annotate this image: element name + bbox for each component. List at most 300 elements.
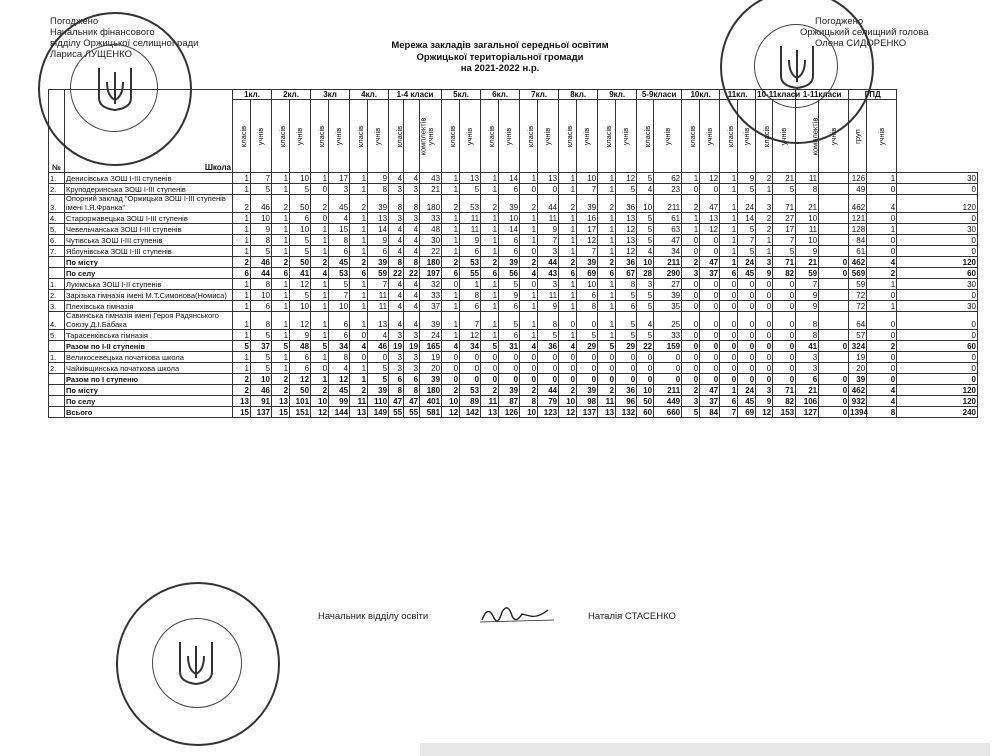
- table-cell: 1394: [850, 408, 868, 417]
- table-cell: 0: [682, 235, 700, 246]
- table-cell: 3: [404, 184, 420, 195]
- table-cell: 71: [773, 195, 796, 213]
- table-cell: 59: [849, 279, 867, 290]
- table-cell: 123: [538, 407, 559, 418]
- table-cell: 11: [368, 290, 389, 301]
- table-cell: 1: [559, 330, 577, 341]
- table-cell: 159: [654, 341, 682, 352]
- table-cell: 21: [796, 257, 819, 268]
- table-cell: 1: [598, 173, 616, 184]
- table-cell: 2: [598, 195, 616, 213]
- table-cell: 79: [538, 396, 559, 407]
- col-sub-header: [773, 100, 796, 173]
- table-cell: 2: [272, 374, 290, 385]
- table-cell: 1: [311, 352, 329, 363]
- col-sub-header: [389, 100, 404, 173]
- col-sub-header-label: учнів: [373, 127, 383, 145]
- table-cell: 0: [738, 363, 756, 374]
- table-cell: 1: [350, 246, 368, 257]
- table-cell: 0: [738, 341, 756, 352]
- table-cell: 10: [796, 235, 819, 246]
- table-cell: 1: [720, 224, 738, 235]
- table-cell: 8: [796, 184, 819, 195]
- table-cell: 1: [311, 279, 329, 290]
- trident-emblem-icon: [777, 42, 817, 92]
- table-cell: 1: [311, 224, 329, 235]
- table-cell: 0: [616, 374, 637, 385]
- col-group-header: 3кл: [311, 90, 350, 100]
- school-row: [49, 312, 978, 330]
- table-cell: 0: [616, 352, 637, 363]
- school-name: Великосевецька початкова школа: [65, 352, 233, 363]
- table-cell: 8: [368, 184, 389, 195]
- table-cell: 144: [329, 407, 350, 418]
- col-sub-header-label: учнів: [877, 127, 887, 145]
- table-cell: 12: [616, 173, 637, 184]
- table-cell: 1: [311, 173, 329, 184]
- table-cell: 7: [460, 312, 481, 330]
- table-cell: 1: [481, 213, 499, 224]
- table-cell: 1: [481, 235, 499, 246]
- table-cell: 20: [420, 363, 442, 374]
- total-row: [49, 407, 978, 418]
- table-cell: 22: [389, 268, 404, 279]
- signatory-name: Наталія СТАСЕНКО: [588, 611, 676, 622]
- table-cell: 4: [329, 213, 350, 224]
- table-cell: 0: [773, 363, 796, 374]
- table-cell: 0: [520, 363, 538, 374]
- table-cell: 11: [796, 224, 819, 235]
- table-cell: 0: [682, 341, 700, 352]
- col-group-header: 9кл.: [598, 90, 637, 100]
- col-sub-header-label: учнів: [829, 127, 839, 145]
- row-number: 1.: [49, 352, 65, 363]
- table-cell: 1: [311, 312, 329, 330]
- table-cell: 180: [420, 195, 442, 213]
- approval-line: Погоджено: [50, 16, 99, 27]
- table-cell: 5: [499, 279, 520, 290]
- table-cell: 61: [654, 213, 682, 224]
- table-cell: 5: [538, 330, 559, 341]
- school-name: По селу: [65, 396, 233, 407]
- table-cell: 17: [577, 224, 598, 235]
- table-cell: 47: [654, 235, 682, 246]
- table-cell: 60: [637, 407, 654, 418]
- title-line: Оржицької територіальної громади: [416, 51, 584, 63]
- table-cell: 61: [849, 246, 867, 257]
- table-cell: 1: [350, 184, 368, 195]
- table-cell: 120: [897, 385, 978, 396]
- table-cell: 1: [682, 224, 700, 235]
- table-cell: 1: [598, 184, 616, 195]
- table-cell: 137: [577, 407, 598, 418]
- table-cell: 46: [251, 195, 272, 213]
- table-cell: 1: [460, 279, 481, 290]
- table-cell: 36: [616, 385, 637, 396]
- table-cell: 5: [290, 290, 311, 301]
- row-number: [49, 385, 65, 396]
- table-cell: 1: [350, 213, 368, 224]
- table-cell: 39: [499, 385, 520, 396]
- col-sub-header-label: класів: [487, 125, 497, 147]
- table-cell: 0: [867, 290, 897, 301]
- row-number: 2.: [49, 363, 65, 374]
- table-cell: 43: [420, 173, 442, 184]
- table-cell: 24: [738, 385, 756, 396]
- col-group-header: 11кл.: [720, 90, 756, 100]
- table-cell: 6: [329, 312, 350, 330]
- table-cell: 53: [460, 257, 481, 268]
- table-cell: 13: [616, 235, 637, 246]
- table-cell: 48: [420, 224, 442, 235]
- table-cell: 149: [368, 407, 389, 418]
- col-sub-header-label: класів: [395, 125, 405, 147]
- table-cell: 13: [481, 407, 499, 418]
- col-sub-header: [577, 100, 598, 173]
- table-cell: 0: [700, 246, 720, 257]
- table-cell: [819, 213, 849, 224]
- table-cell: 0: [654, 363, 682, 374]
- table-cell: 1: [233, 330, 251, 341]
- table-cell: 1: [272, 235, 290, 246]
- table-cell: 4: [404, 312, 420, 330]
- table-cell: 41: [796, 341, 819, 352]
- table-cell: 9: [368, 173, 389, 184]
- table-cell: 10: [251, 374, 272, 385]
- table-cell: 10: [637, 195, 654, 213]
- table-cell: 5: [233, 341, 251, 352]
- table-cell: 0: [559, 363, 577, 374]
- table-cell: 63: [654, 224, 682, 235]
- col-sub-header: [481, 100, 499, 173]
- table-cell: 8: [404, 195, 420, 213]
- table-cell: 8: [577, 301, 598, 312]
- table-cell: 0: [700, 301, 720, 312]
- table-cell: 0: [520, 279, 538, 290]
- table-cell: 0: [682, 352, 700, 363]
- table-cell: 67: [616, 268, 637, 279]
- table-cell: 5: [738, 246, 756, 257]
- table-cell: 660: [654, 407, 682, 418]
- table-cell: 5: [637, 173, 654, 184]
- table-cell: 0: [598, 374, 616, 385]
- col-sub-header: [520, 100, 538, 173]
- table-cell: 1: [481, 312, 499, 330]
- table-cell: 37: [700, 396, 720, 407]
- table-cell: 15: [272, 407, 290, 418]
- table-cell: 2: [756, 213, 773, 224]
- table-cell: 6: [290, 363, 311, 374]
- col-group-header: 10-11класи: [757, 90, 801, 99]
- table-cell: 6: [329, 330, 350, 341]
- table-cell: 1: [442, 213, 460, 224]
- col-sub-header: [251, 100, 272, 173]
- row-number: 2.: [49, 184, 65, 195]
- table-cell: 10: [796, 213, 819, 224]
- table-cell: 2: [481, 257, 499, 268]
- table-cell: 1: [233, 235, 251, 246]
- table-cell: 0: [867, 246, 897, 257]
- table-cell: 10: [442, 396, 460, 407]
- table-cell: 6: [499, 184, 520, 195]
- table-cell: 4: [389, 235, 404, 246]
- table-cell: 2: [481, 195, 499, 213]
- table-cell: 39: [368, 385, 389, 396]
- col-sub-header: [538, 100, 559, 173]
- col-sub-header-label: учнів: [582, 127, 592, 145]
- table-cell: 5: [329, 279, 350, 290]
- table-cell: 1: [272, 184, 290, 195]
- table-cell: 9: [796, 290, 819, 301]
- table-cell: 932: [849, 396, 867, 407]
- table-cell: 0: [819, 374, 849, 385]
- table-cell: 0: [700, 312, 720, 330]
- table-cell: 8: [389, 385, 404, 396]
- table-cell: 5: [368, 363, 389, 374]
- table-cell: 1: [559, 301, 577, 312]
- table-cell: [819, 363, 849, 374]
- table-cell: 2: [756, 224, 773, 235]
- table-cell: 1: [233, 246, 251, 257]
- table-cell: 13: [233, 396, 251, 407]
- table-cell: 0: [598, 352, 616, 363]
- row-number: [49, 268, 65, 279]
- table-cell: 11: [538, 213, 559, 224]
- table-cell: 0: [682, 363, 700, 374]
- table-cell: 4: [350, 341, 368, 352]
- table-cell: 0: [720, 290, 738, 301]
- table-cell: 6: [481, 268, 499, 279]
- table-cell: 0: [700, 363, 720, 374]
- table-cell: 1: [272, 290, 290, 301]
- table-cell: 6: [616, 301, 637, 312]
- table-cell: 50: [637, 396, 654, 407]
- table-cell: 14: [499, 173, 520, 184]
- table-cell: 1: [598, 213, 616, 224]
- col-sub-header-label: класів: [726, 125, 736, 147]
- table-cell: 0: [738, 290, 756, 301]
- table-cell: 0: [756, 363, 773, 374]
- table-cell: 8: [389, 195, 404, 213]
- table-cell: 9: [538, 224, 559, 235]
- table-cell: 17: [329, 173, 350, 184]
- table-cell: 1: [559, 224, 577, 235]
- table-cell: 46: [251, 385, 272, 396]
- table-cell: 12: [700, 173, 720, 184]
- table-cell: 1: [272, 246, 290, 257]
- row-number: 3.: [49, 195, 65, 213]
- approval-line: Лариса ЛУЩЕНКО: [50, 49, 132, 60]
- table-cell: 1: [350, 235, 368, 246]
- table-cell: 96: [616, 396, 637, 407]
- table-cell: 47: [404, 396, 420, 407]
- table-cell: 0: [700, 235, 720, 246]
- table-cell: 0: [756, 290, 773, 301]
- table-cell: 30: [897, 301, 978, 312]
- table-cell: 2: [442, 257, 460, 268]
- col-sub-header-label: класів: [565, 125, 575, 147]
- table-cell: 5: [251, 352, 272, 363]
- table-cell: 10: [311, 396, 329, 407]
- table-cell: 8: [538, 312, 559, 330]
- table-cell: 10: [559, 396, 577, 407]
- table-cell: 290: [654, 268, 682, 279]
- table-cell: 5: [290, 235, 311, 246]
- col-sub-header: [654, 100, 682, 173]
- table-cell: 0: [897, 213, 978, 224]
- table-cell: 8: [796, 330, 819, 341]
- table-cell: 0: [897, 246, 978, 257]
- table-cell: 2: [272, 257, 290, 268]
- table-cell: 10: [520, 407, 538, 418]
- table-cell: 1: [598, 246, 616, 257]
- row-number: [49, 407, 65, 418]
- table-cell: 13: [538, 173, 559, 184]
- table-cell: 1: [272, 363, 290, 374]
- table-cell: 1: [233, 301, 251, 312]
- col-sub-header-label: груп: [853, 128, 863, 144]
- table-cell: 0: [897, 290, 978, 301]
- table-cell: 120: [897, 396, 978, 407]
- school-name: Чайківщинська початкова школа: [65, 363, 233, 374]
- col-sub-header-label: учнів: [334, 127, 344, 145]
- table-cell: 2: [442, 195, 460, 213]
- table-cell: [819, 279, 849, 290]
- school-row: [49, 173, 978, 184]
- table-cell: 4: [404, 173, 420, 184]
- table-cell: 5: [738, 184, 756, 195]
- col-sub-header-label: учнів: [426, 127, 436, 145]
- table-cell: 1: [720, 246, 738, 257]
- table-cell: 6: [272, 268, 290, 279]
- school-name: Всього: [65, 407, 233, 418]
- table-cell: 0: [738, 301, 756, 312]
- approval-line: Погоджено: [815, 16, 864, 27]
- table-cell: 5: [577, 330, 598, 341]
- table-cell: 0: [738, 330, 756, 341]
- table-cell: 6: [499, 246, 520, 257]
- table-cell: 11: [796, 173, 819, 184]
- header-group-row: [49, 90, 978, 100]
- col-group-header: 1кл.: [233, 90, 272, 100]
- table-cell: 0: [897, 374, 978, 385]
- table-cell: 4: [389, 246, 404, 257]
- table-cell: 137: [251, 407, 272, 418]
- table-cell: 13: [350, 407, 368, 418]
- school-name: Разом по I-II ступенів: [65, 341, 233, 352]
- table-cell: 1: [350, 301, 368, 312]
- table-cell: 0: [637, 363, 654, 374]
- table-cell: 12: [559, 407, 577, 418]
- table-cell: 0: [720, 301, 738, 312]
- table-cell: 1: [520, 290, 538, 301]
- table-cell: 1: [233, 279, 251, 290]
- table-cell: 0: [720, 279, 738, 290]
- table-cell: 1: [311, 330, 329, 341]
- total-row: [49, 385, 978, 396]
- approval-line: відділу Оржицької селищної ради: [50, 38, 199, 49]
- table-cell: 0: [481, 363, 499, 374]
- table-cell: 0: [538, 363, 559, 374]
- table-cell: 36: [538, 341, 559, 352]
- table-cell: 45: [738, 396, 756, 407]
- table-cell: 0: [700, 279, 720, 290]
- table-cell: 22: [420, 246, 442, 257]
- table-cell: 120: [897, 257, 978, 268]
- table-cell: 0: [773, 290, 796, 301]
- table-cell: 1: [233, 290, 251, 301]
- table-cell: 6: [499, 301, 520, 312]
- col-sub-header: [598, 100, 616, 173]
- table-cell: 62: [654, 173, 682, 184]
- table-cell: 1: [350, 290, 368, 301]
- table-cell: 0: [442, 279, 460, 290]
- table-cell: 39: [577, 257, 598, 268]
- table-cell: 82: [773, 268, 796, 279]
- table-cell: 55: [404, 407, 420, 418]
- table-cell: 14: [738, 213, 756, 224]
- signatory-title: Начальник відділу освіти: [318, 611, 429, 622]
- table-cell: 4: [637, 184, 654, 195]
- table-cell: [819, 224, 849, 235]
- table-cell: 53: [460, 195, 481, 213]
- col-sub-header-label: учнів: [621, 127, 631, 145]
- table-cell: 12: [290, 374, 311, 385]
- table-cell: 1: [233, 363, 251, 374]
- table-cell: 3: [756, 257, 773, 268]
- table-cell: 25: [654, 312, 682, 330]
- col-sub-header: [756, 100, 773, 173]
- table-cell: 13: [272, 396, 290, 407]
- table-cell: 4: [404, 279, 420, 290]
- row-number: 1.: [49, 279, 65, 290]
- table-cell: 401: [420, 396, 442, 407]
- table-cell: 41: [290, 268, 311, 279]
- title-line: на 2021-2022 н.р.: [460, 63, 540, 74]
- table-cell: 8: [460, 290, 481, 301]
- table-cell: 33: [654, 330, 682, 341]
- table-cell: 39: [499, 257, 520, 268]
- table-cell: 9: [756, 396, 773, 407]
- table-cell: 5: [616, 312, 637, 330]
- table-cell: 44: [538, 257, 559, 268]
- table-cell: 4: [520, 341, 538, 352]
- table-cell: 5: [738, 224, 756, 235]
- table-cell: 462: [849, 257, 867, 268]
- table-cell: 7: [251, 173, 272, 184]
- table-cell: 7: [329, 290, 350, 301]
- table-cell: 31: [499, 341, 520, 352]
- table-cell: 4: [389, 279, 404, 290]
- col-sub-header-label: комплектів: [810, 117, 820, 155]
- col-number-header: №: [49, 90, 65, 173]
- table-cell: 2: [682, 195, 700, 213]
- table-cell: 4: [404, 301, 420, 312]
- table-cell: 19: [420, 352, 442, 363]
- col-sub-header: [796, 100, 819, 173]
- table-cell: 34: [654, 246, 682, 257]
- table-cell: 6: [404, 374, 420, 385]
- col-sub-header: [637, 100, 654, 173]
- table-cell: 0: [700, 290, 720, 301]
- table-cell: 151: [290, 407, 311, 418]
- table-cell: 5: [311, 341, 329, 352]
- table-cell: 1: [559, 246, 577, 257]
- table-cell: 10: [290, 224, 311, 235]
- table-cell: 0: [538, 184, 559, 195]
- col-sub-header-label: учнів: [705, 127, 715, 145]
- table-cell: 0: [538, 374, 559, 385]
